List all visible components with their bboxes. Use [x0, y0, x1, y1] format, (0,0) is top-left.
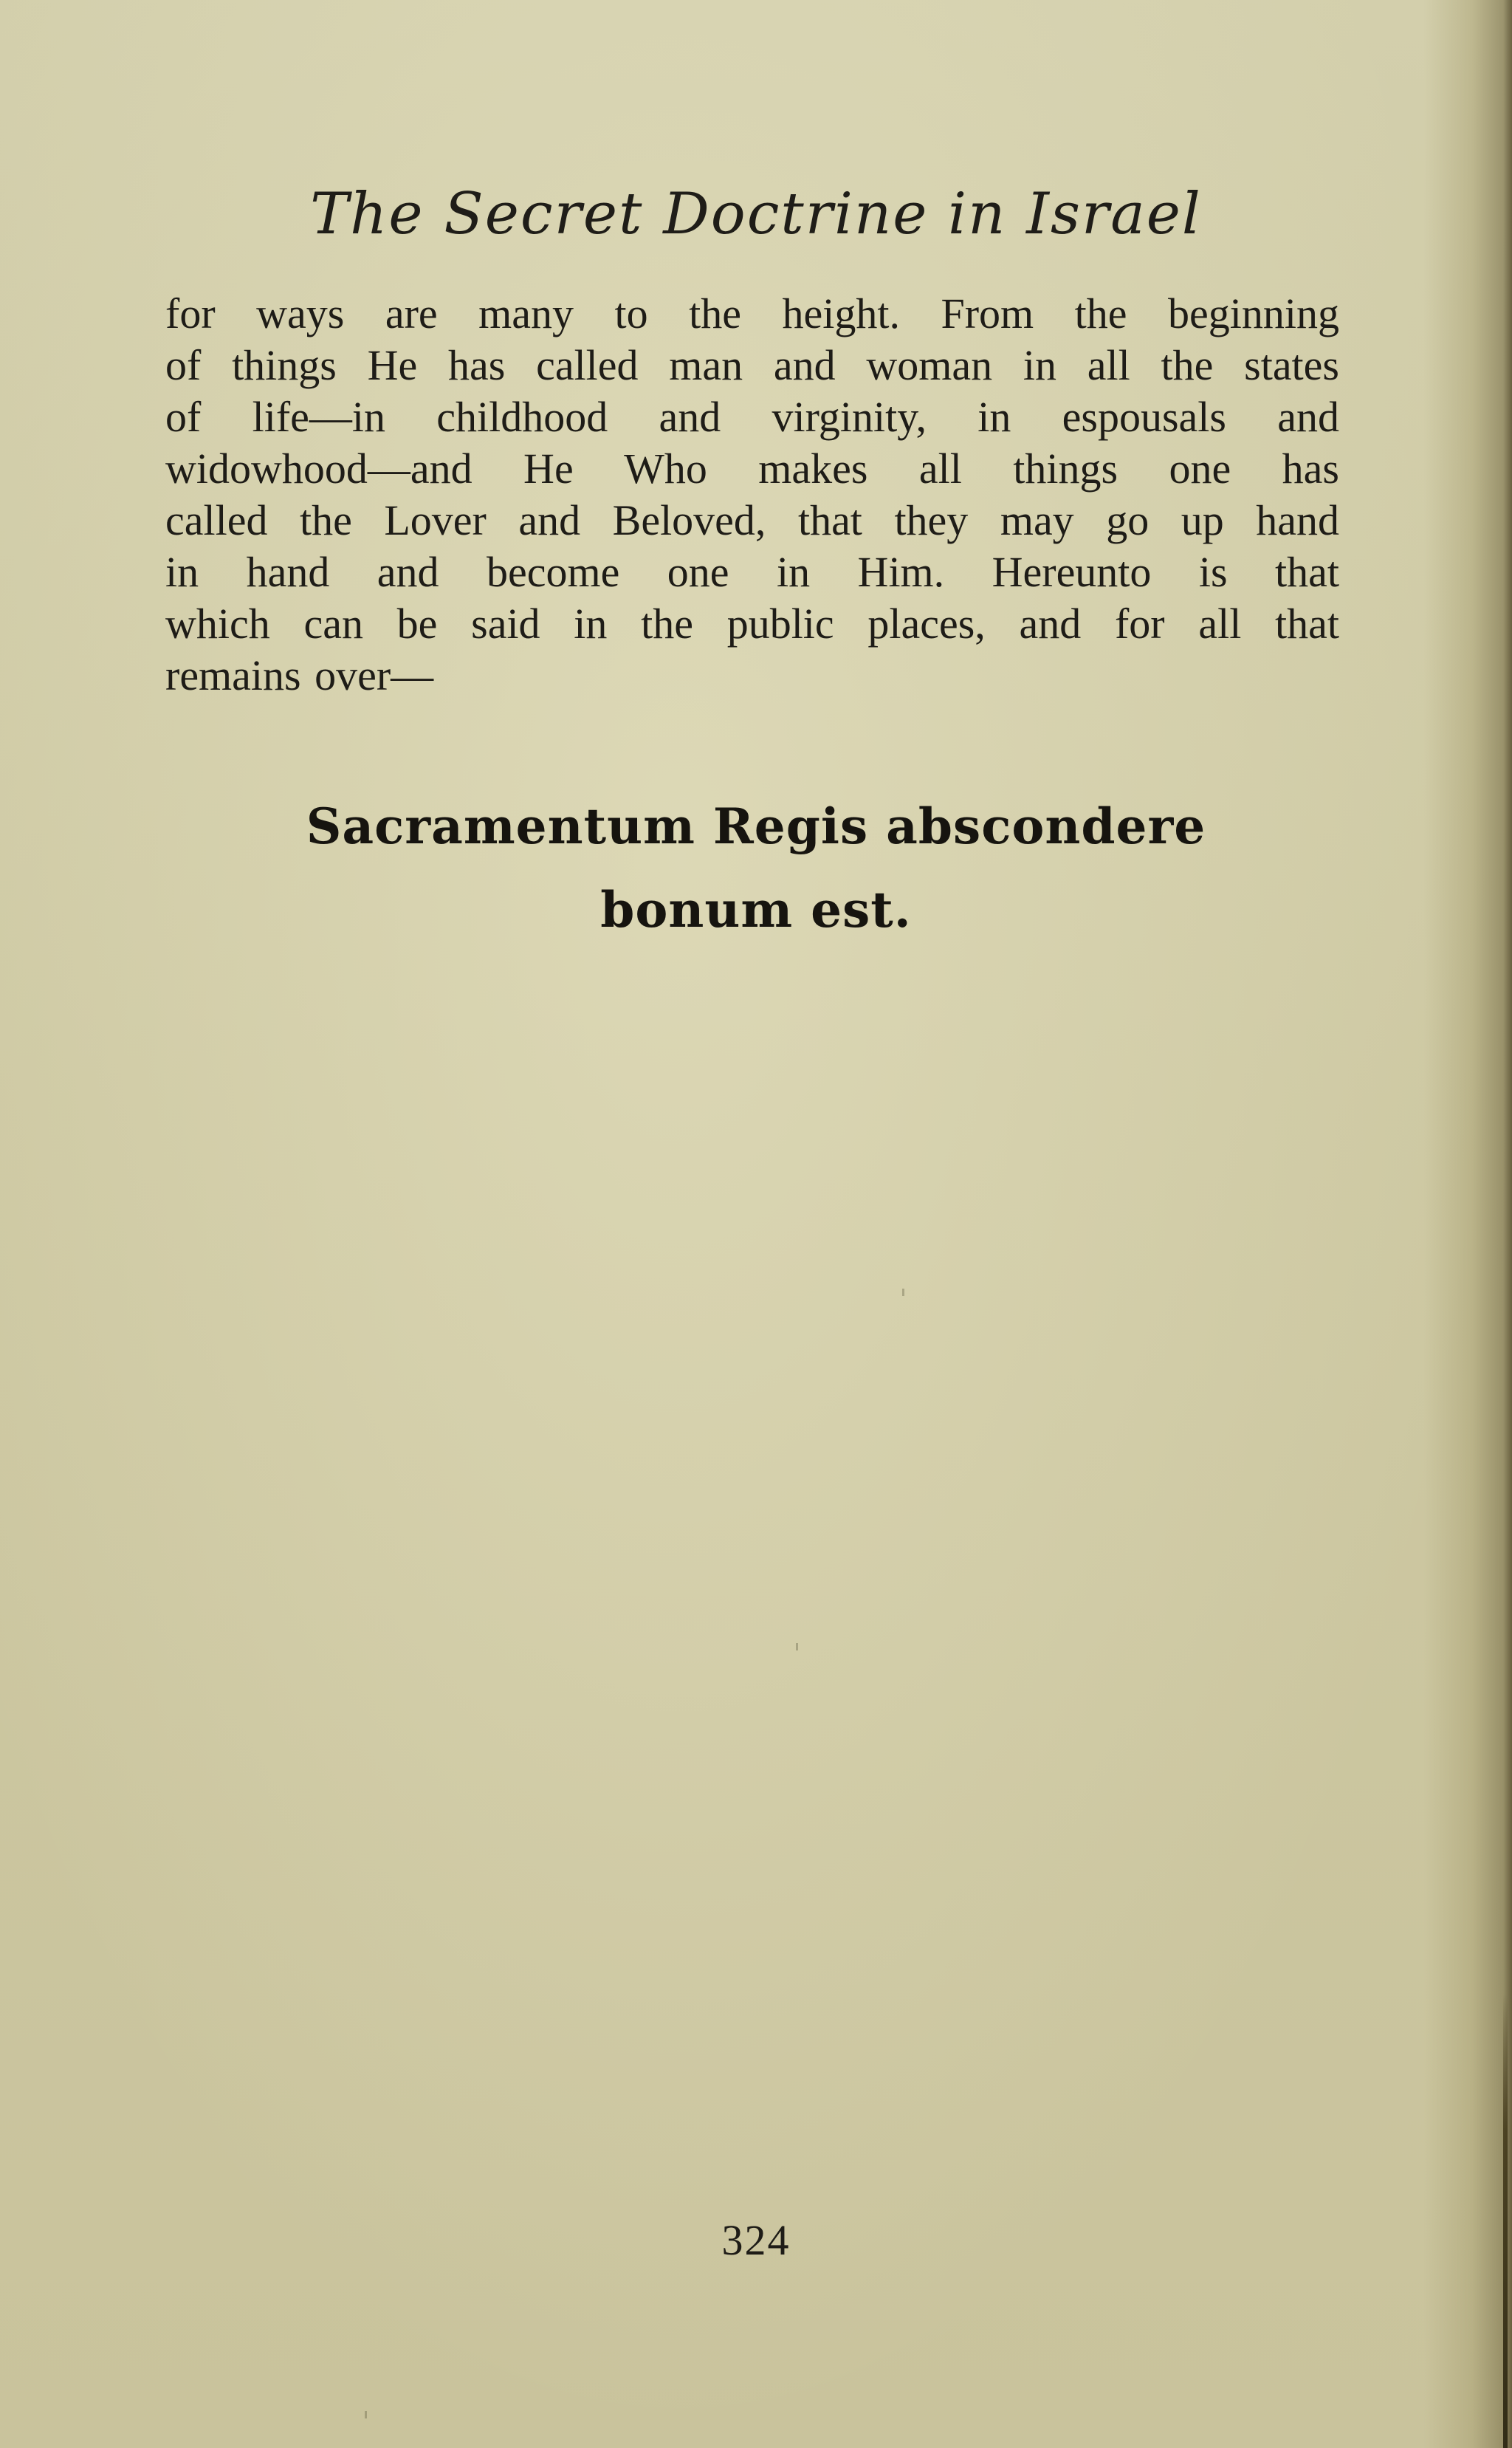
page-number: 324 [721, 2216, 791, 2264]
body-paragraph [165, 288, 1339, 702]
body-line: called the Lover and Beloved, that they may go up hand [165, 496, 1339, 544]
page-edge-shadow [1423, 0, 1512, 2448]
blackletter-motto-line-2: bonum est. [600, 881, 912, 939]
paper-speck [796, 1643, 798, 1650]
body-line: of life—in childhood and virginity, in espousals and [165, 393, 1339, 441]
running-head: The Secret Doctrine in Israel [310, 181, 1202, 247]
body-line: in hand and become one in Him. Hereunto is that [165, 548, 1339, 596]
blackletter-motto-line-1: Sacramentum Regis abscondere [306, 798, 1206, 855]
body-line: for ways are many to the height. From the beginning [165, 289, 1339, 337]
body-line: of things He has called man and woman in all the states [165, 341, 1339, 389]
paper-speck [902, 1289, 904, 1296]
body-line: which can be said in the public places, and for all that [165, 600, 1339, 648]
paper-speck [365, 2411, 367, 2418]
body-line: remains over— [165, 651, 434, 699]
body-line: widowhood—and He Who makes all things one has [165, 445, 1339, 493]
